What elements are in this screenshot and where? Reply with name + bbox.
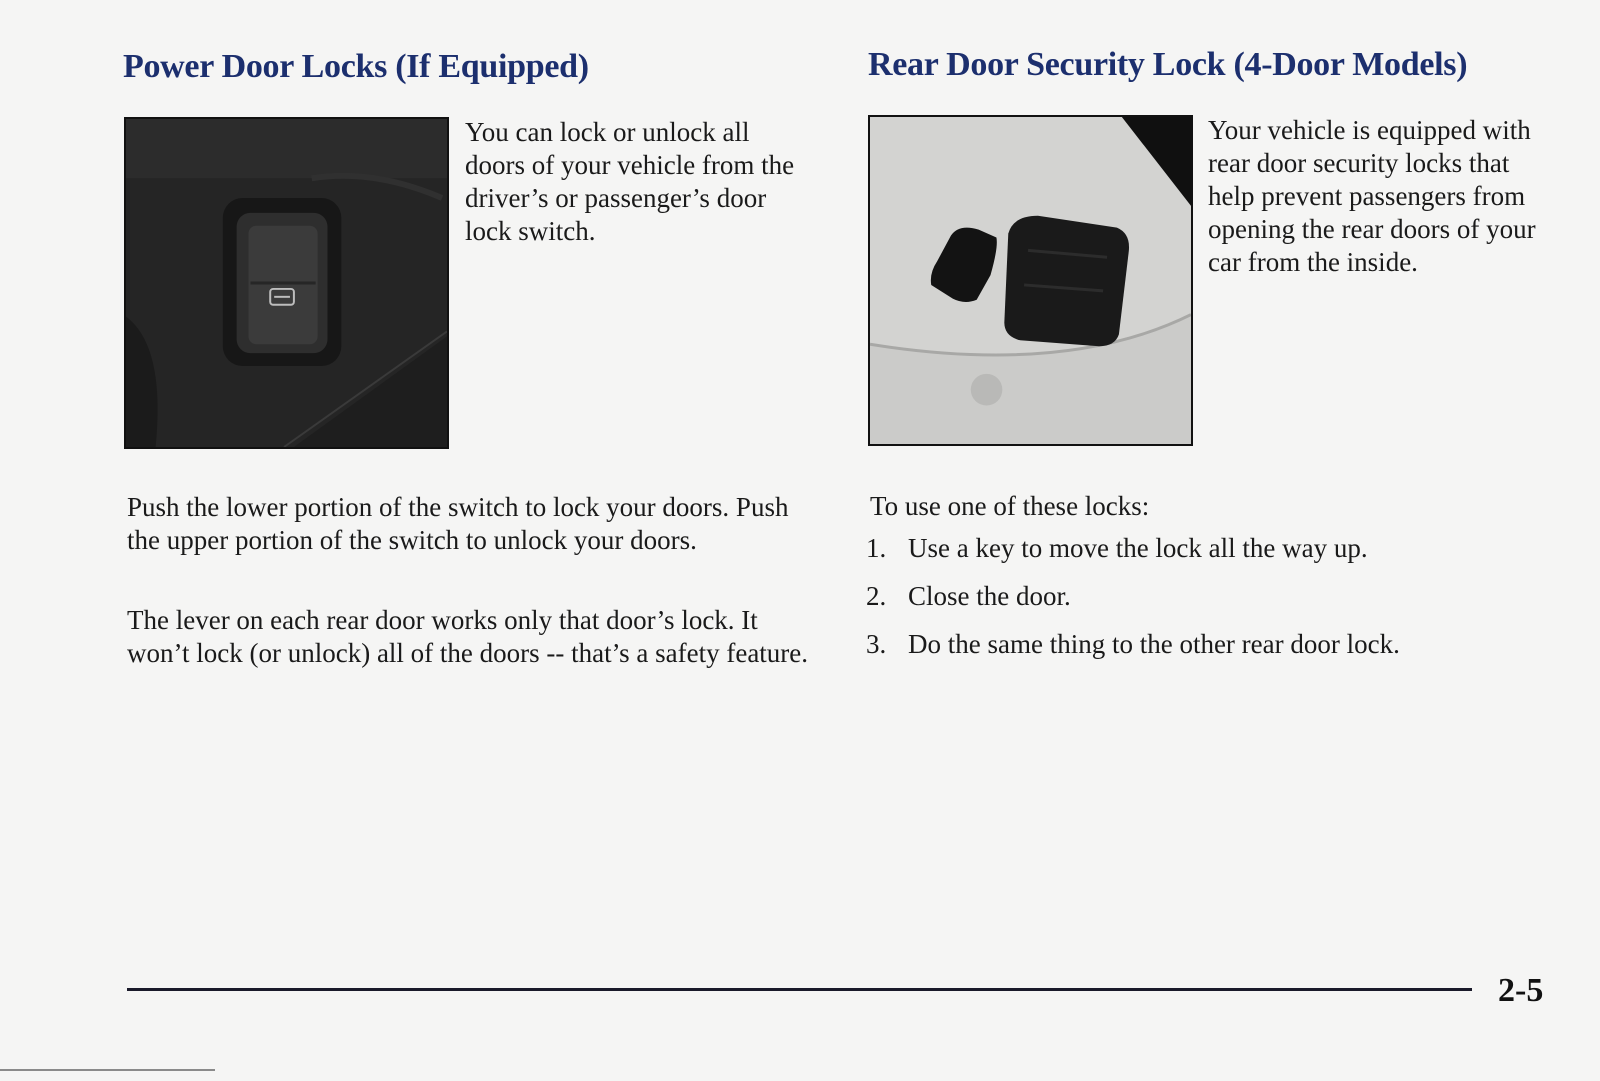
lock-steps-list — [866, 533, 1400, 677]
footer-rule — [127, 988, 1472, 991]
step-number: 1. — [866, 533, 887, 563]
step-text: Do the same thing to the other rear door lock. — [908, 629, 1400, 659]
step-text: Close the door. — [908, 581, 1071, 611]
door-lock-switch-photo-icon — [126, 119, 447, 447]
scan-edge-divider — [0, 1069, 215, 1071]
step-text: Use a key to move the lock all the way up. — [908, 533, 1368, 563]
list-item — [866, 533, 1400, 581]
power-door-locks-heading: Power Door Locks (If Equipped) — [123, 48, 589, 85]
step-number: 2. — [866, 581, 887, 611]
lock-unlock-instructions: Push the lower portion of the switch to lock your doors. Push the upper portion of the switch to unlock your doors. — [127, 492, 789, 555]
door-lock-switch-photo — [124, 117, 449, 449]
list-item — [866, 581, 1400, 629]
rear-door-security-lock-photo-icon — [870, 117, 1191, 444]
lock-usage-intro: To use one of these locks: — [870, 491, 1150, 521]
list-item — [866, 629, 1400, 677]
rear-door-lever-note: The lever on each rear door works only that door’s lock. It won’t lock (or unlock) all of the doors -- that’s a safety feature. — [127, 605, 809, 668]
power-locks-description: You can lock or unlock all doors of your vehicle from the driver’s or passenger’s door lock switch. — [465, 117, 795, 246]
security-lock-description: Your vehicle is equipped with rear door security locks that help prevent passengers from opening the rear doors of your car from the inside. — [1208, 115, 1536, 277]
page-number: 2-5 — [1498, 972, 1544, 1009]
rear-door-security-lock-heading: Rear Door Security Lock (4-Door Models) — [868, 46, 1468, 83]
step-number: 3. — [866, 629, 887, 659]
rear-door-security-lock-photo — [868, 115, 1193, 446]
